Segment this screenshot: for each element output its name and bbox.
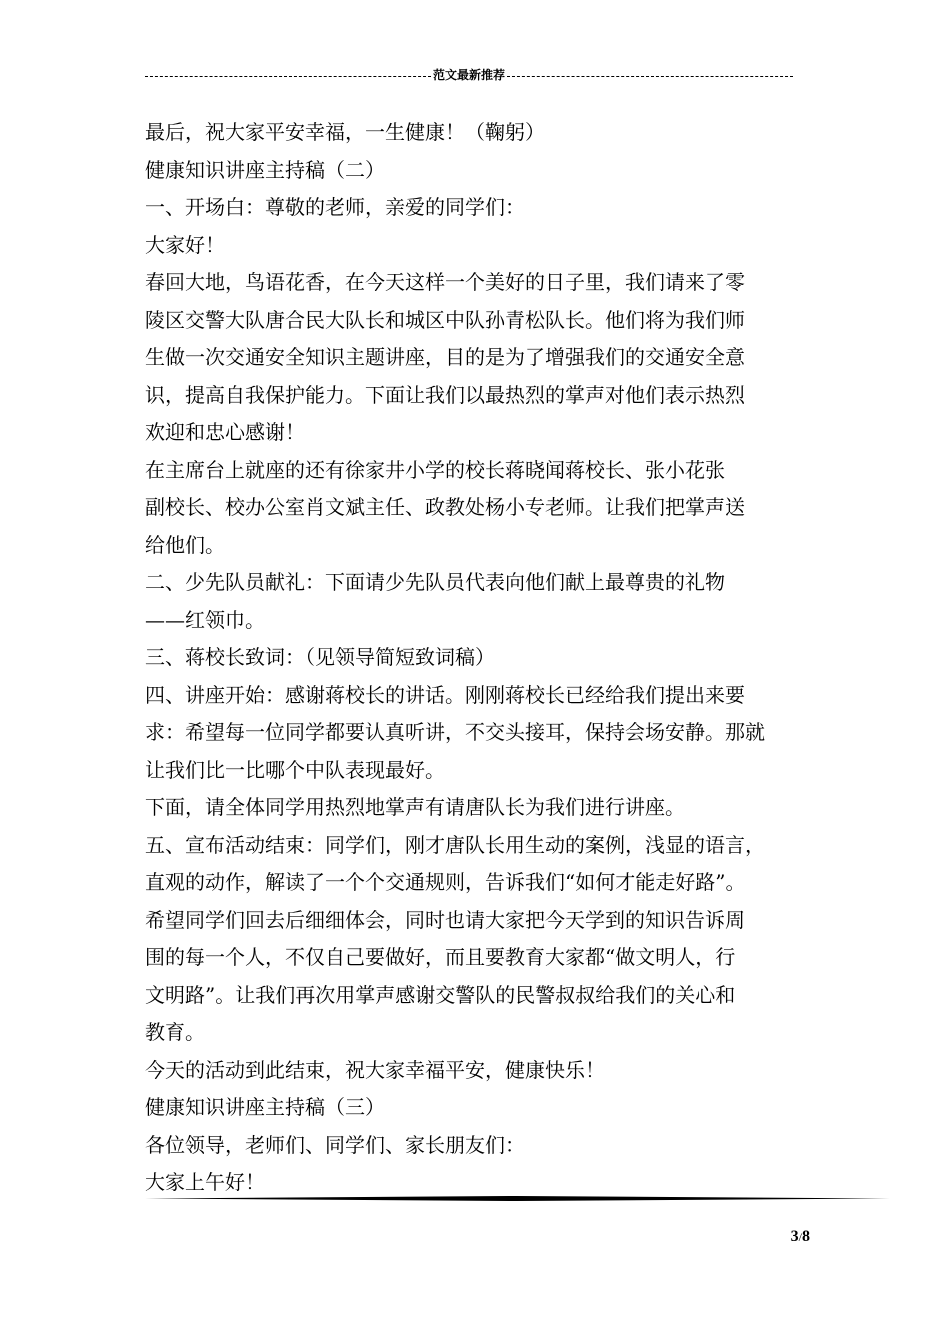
text-line: 围的每一个人，不仅自己要做好，而且要教育大家都“做文明人，行 <box>145 945 736 969</box>
text-line: 求：希望每一位同学都要认真听讲，不交头接耳，保持会场安静。那就 <box>145 720 765 744</box>
page-total: 8 <box>802 1228 810 1245</box>
text-line: 一、开场白：尊敬的老师，亲爱的同学们： <box>145 195 525 219</box>
page-current: 3 <box>790 1228 799 1245</box>
header-dash-left <box>145 76 431 77</box>
text-line: 欢迎和忠心感谢！ <box>145 420 305 444</box>
page-header <box>145 66 793 84</box>
footer-rule <box>145 1196 890 1201</box>
section-heading: 健康知识讲座主持稿（三） <box>145 1095 385 1119</box>
text-line: 二、少先队员献礼：下面请少先队员代表向他们献上最尊贵的礼物 <box>145 570 725 594</box>
section-heading: 健康知识讲座主持稿（二） <box>145 157 385 182</box>
text-line: 各位领导，老师们、同学们、家长朋友们： <box>145 1132 525 1157</box>
text-line: 给他们。 <box>145 532 225 557</box>
text-line: 下面，请全体同学用热烈地掌声有请唐队长为我们进行讲座。 <box>145 795 685 819</box>
text-line: 生做一次交通安全知识主题讲座，目的是为了增强我们的交通安全意 <box>145 345 745 369</box>
text-line: 直观的动作，解读了一个个交通规则，告诉我们“如何才能走好路”。 <box>145 870 746 894</box>
text-line: 今天的活动到此结束，祝大家幸福平安，健康快乐！ <box>145 1057 605 1082</box>
text-line: 副校长、校办公室肖文斌主任、政教处杨小专老师。让我们把掌声送 <box>145 495 745 519</box>
page-separator: / <box>798 1230 802 1244</box>
document-body <box>145 114 810 1202</box>
text-line: 文明路”。让我们再次用掌声感谢交警队的民警叔叔给我们的关心和 <box>145 982 736 1007</box>
header-dash-right <box>507 76 793 77</box>
text-line: 最后，祝大家平安幸福，一生健康！（鞠躬） <box>145 120 545 144</box>
text-line: 在主席台上就座的还有徐家井小学的校长蒋晓闻蒋校长、张小花张 <box>145 457 725 482</box>
text-line: 希望同学们回去后细细体会，同时也请大家把今天学到的知识告诉周 <box>145 907 745 932</box>
text-line: 大家上午好！ <box>145 1170 265 1194</box>
text-line: 五、宣布活动结束：同学们，刚才唐队长用生动的案例，浅显的语言， <box>145 832 765 857</box>
text-line: 四、讲座开始：感谢蒋校长的讲话。刚刚蒋校长已经给我们提出来要 <box>145 682 745 707</box>
text-line: 三、蒋校长致词：（见领导简短致词稿） <box>145 645 495 669</box>
text-line: 教育。 <box>145 1020 205 1044</box>
header-title: 范文最新推荐 <box>433 68 506 82</box>
text-line: 春回大地，鸟语花香，在今天这样一个美好的日子里，我们请来了零 <box>145 270 745 294</box>
text-line: ——红领巾。 <box>145 607 265 632</box>
text-line: 大家好！ <box>145 232 225 257</box>
text-line: 陵区交警大队唐合民大队长和城区中队孙青松队长。他们将为我们师 <box>145 307 745 332</box>
text-line: 识，提高自我保护能力。下面让我们以最热烈的掌声对他们表示热烈 <box>145 382 745 407</box>
text-line: 让我们比一比哪个中队表现最好。 <box>145 757 445 782</box>
page-number <box>760 1228 810 1246</box>
